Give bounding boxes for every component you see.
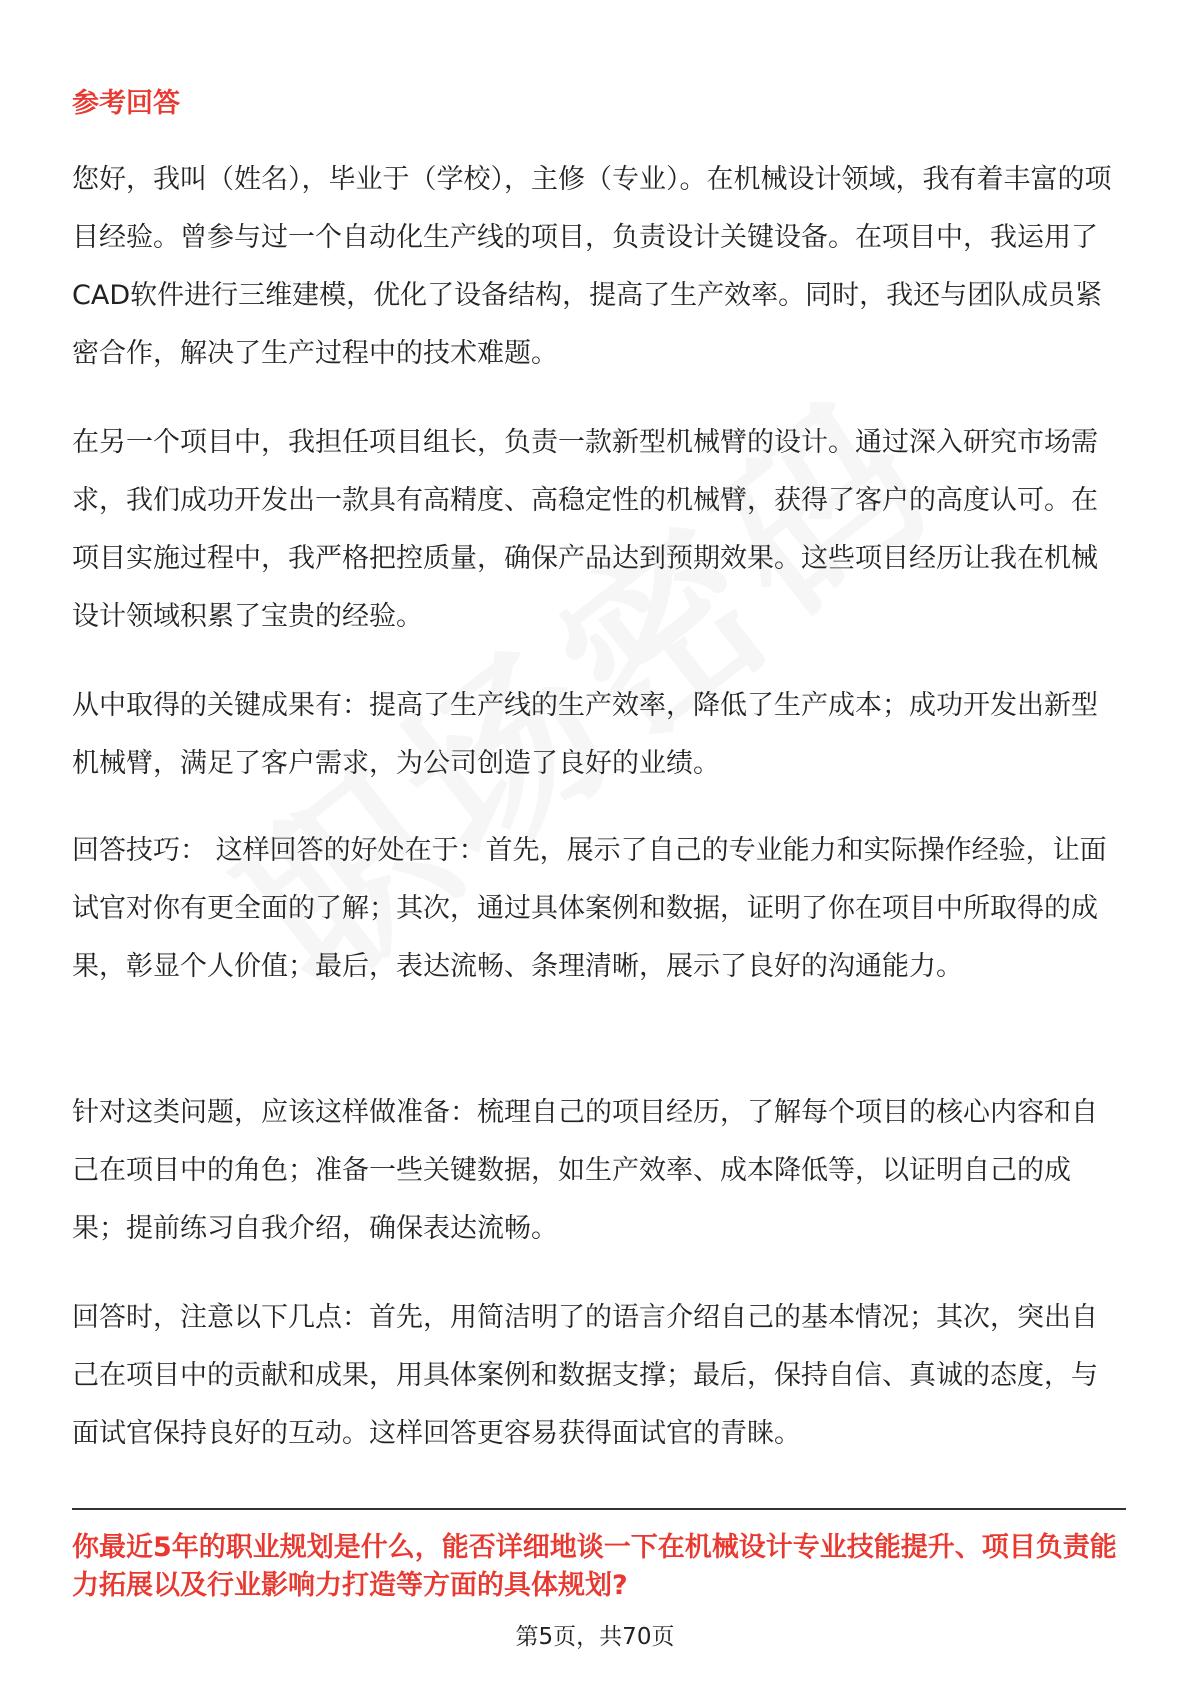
answer-paragraph-2: 在另一个项目中，我担任项目组长，负责一款新型机械臂的设计。通过深入研究市场需求，我们成功开发出一款具有高精度、高稳定性的机械臂，获得了客户的高度认可。在项目实施过程中，我严格把控质量，确保产品达到预期效果。这些项目经历让我在机械设计领域积累了宝贵的经验。 <box>72 427 1098 632</box>
answer-paragraph-3: 从中取得的关键成果有：提高了生产线的生产效率，降低了生产成本；成功开发出新型机械臂，满足了客户需求，为公司创造了良好的业绩。 <box>72 690 1098 779</box>
section-heading: 参考回答 <box>72 88 180 119</box>
page-number: 第5页，共70页 <box>515 1624 675 1650</box>
preparation-paragraph: 针对这类问题，应该这样做准备：梳理自己的项目经历，了解每个项目的核心内容和自己在项目中的角色；准备一些关键数据，如生产效率、成本降低等，以证明自己的成果；提前练习自我介绍，确保表达流畅。 <box>72 1097 1098 1244</box>
next-question-heading: 你最近5年的职业规划是什么，能否详细地谈一下在机械设计专业技能提升、项目负责能力拓展以及行业影响力打造等方面的具体规划? <box>72 1532 1117 1601</box>
section-divider <box>72 1508 1126 1510</box>
answer-paragraph-1: 您好，我叫（姓名），毕业于（学校），主修（专业）。在机械设计领域，我有着丰富的项目经验。曾参与过一个自动化生产线的项目，负责设计关键设备。在项目中，我运用了CAD软件进行三维建模，优化了设备结构，提高了生产效率。同时，我还与团队成员紧密合作，解决了生产过程中的技术难题。 <box>72 164 1112 369</box>
tips-paragraph: 回答技巧： 这样回答的好处在于：首先，展示了自己的专业能力和实际操作经验，让面试官对你有更全面的了解；其次，通过具体案例和数据，证明了你在项目中所取得的成果，彰显个人价值；最后，表达流畅、条理清晰，展示了良好的沟通能力。 <box>72 835 1107 982</box>
notes-paragraph: 回答时，注意以下几点：首先，用简洁明了的语言介绍自己的基本情况；其次，突出自己在项目中的贡献和成果，用具体案例和数据支撑；最后，保持自信、真诚的态度，与面试官保持良好的互动。这样回答更容易获得面试官的青睐。 <box>72 1302 1098 1449</box>
